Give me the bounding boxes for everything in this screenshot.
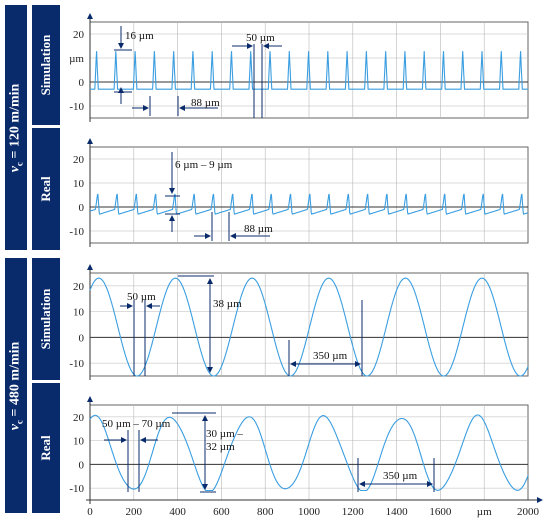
y-tick-label: 20 (73, 29, 84, 41)
chart-panel-3 (69, 397, 528, 504)
sub-label-sim-480: Simulation (32, 258, 60, 380)
chart-panel-1 (69, 139, 528, 247)
annotation-label-50um: 50 µm (246, 32, 275, 44)
annotation-label-16um: 16 µm (125, 30, 154, 42)
group-label-480: $v_c = 480$ m/min (5, 258, 27, 513)
y-tick-label: -10 (69, 483, 84, 496)
annotation-label-50um-sim480: 50 µm (127, 291, 156, 303)
y-tick-label: 20 (73, 280, 84, 293)
x-tick-label: 1400 (385, 506, 408, 518)
y-tick-label: -10 (69, 358, 84, 371)
y-tick-label: 20 (73, 411, 84, 424)
y-tick-label: 0 (78, 459, 84, 472)
x-tick-label: 1000 (298, 506, 320, 518)
y-tick-label: 0 (78, 77, 84, 89)
x-tick-label: 400 (169, 506, 186, 518)
sub-label-real-120: Real (32, 128, 60, 250)
x-tick-label: 1600 (429, 506, 452, 518)
annotation-label-88um-real: 88 µm (244, 223, 273, 235)
x-tick-label: µm (476, 506, 492, 518)
y-tick-label: -10 (69, 101, 84, 113)
annotation-label-88um: 88 µm (191, 97, 220, 109)
y-tick-label: 10 (73, 435, 84, 448)
chart-panel-2 (69, 265, 528, 380)
y-tick-label: 0 (78, 202, 84, 214)
sub-label-real-480: Real (32, 383, 60, 513)
y-tick-label: 0 (78, 332, 84, 345)
annotation-label-30um: 30 µm – (206, 428, 243, 440)
annotation-label-350um-sim: 350 µm (313, 350, 348, 362)
annotation-label-38um: 38 µm (213, 298, 242, 310)
annotation-label-350um-real: 350 µm (383, 470, 418, 482)
group-label-120: $v_c = 120$ m/min (5, 5, 27, 250)
sub-label-sim-120: Simulation (32, 5, 60, 125)
y-tick-label: 10 (73, 178, 84, 190)
x-tick-label: 200 (125, 506, 143, 518)
x-tick-label: 600 (213, 506, 230, 518)
x-tick-label: 0 (87, 506, 93, 518)
annotation-label-32um: 32 µm (206, 441, 235, 453)
annotation-label-50-70um: 50 µm – 70 µm (102, 418, 171, 430)
x-tick-label: 2000 (517, 506, 539, 518)
x-tick-label: 1200 (341, 506, 364, 518)
annotation-label-6-9um: 6 µm – 9 µm (175, 159, 233, 171)
y-tick-label: 10 (73, 306, 84, 319)
x-tick-label: 800 (256, 506, 274, 518)
y-tick-label: -10 (69, 226, 84, 238)
y-tick-label: 20 (73, 154, 84, 166)
y-tick-label: µm (69, 53, 84, 65)
